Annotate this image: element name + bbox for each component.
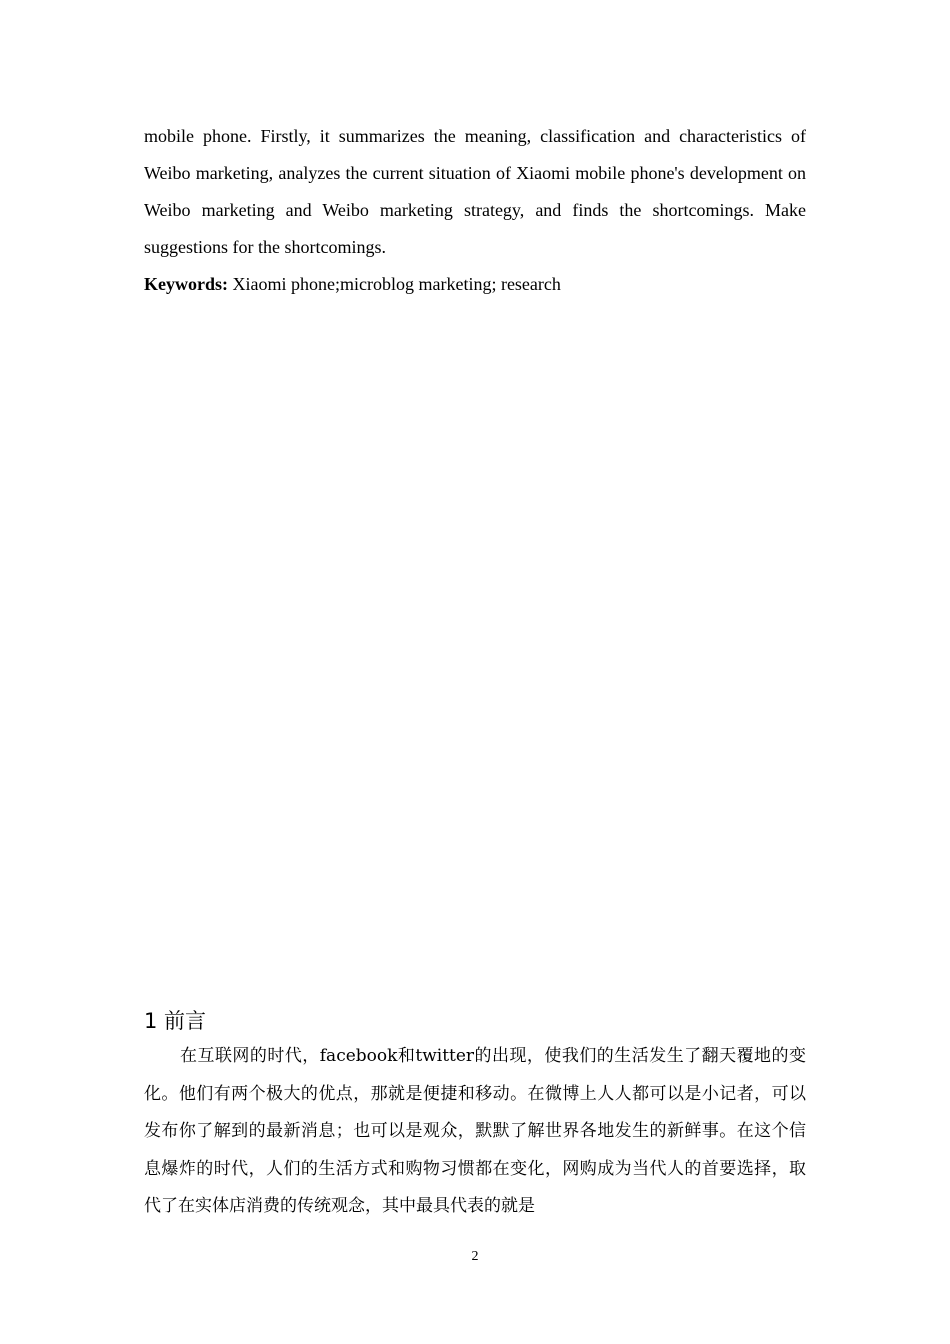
abstract-paragraph	[144, 118, 806, 266]
page-number: 2	[471, 1249, 479, 1264]
keywords-value: Xiaomi phone;microblog marketing; research	[228, 274, 561, 294]
keywords-label: Keywords:	[144, 274, 228, 294]
section-body-paragraph: 在互联网的时代，facebook和twitter的出现，使我们的生活发生了翻天覆地的变化。他们有两个极大的优点，那就是便捷和移动。在微博上人人都可以是小记者，可以发布你了解到的最新消息；也可以是观众，默默了解世界各地发生的新鲜事。在这个信息爆炸的时代，人们的生活方式和购物习惯都在变化，网购成为当代人的首要选择，取代了在实体店消费的传统观念，其中最具代表的就是	[144, 1046, 806, 1216]
keywords-line	[144, 266, 806, 303]
section-title: 1 前言	[144, 1009, 207, 1033]
abstract-text: mobile phone. Firstly, it summarizes the meaning, classification and characteristics of Weibo marketing, analyzes the current situation of Xiaomi mobile phone's development on Weibo marketing and Weibo marketing strategy, and finds the shortcomings. Make suggestions for the shortcomings.	[144, 126, 806, 257]
